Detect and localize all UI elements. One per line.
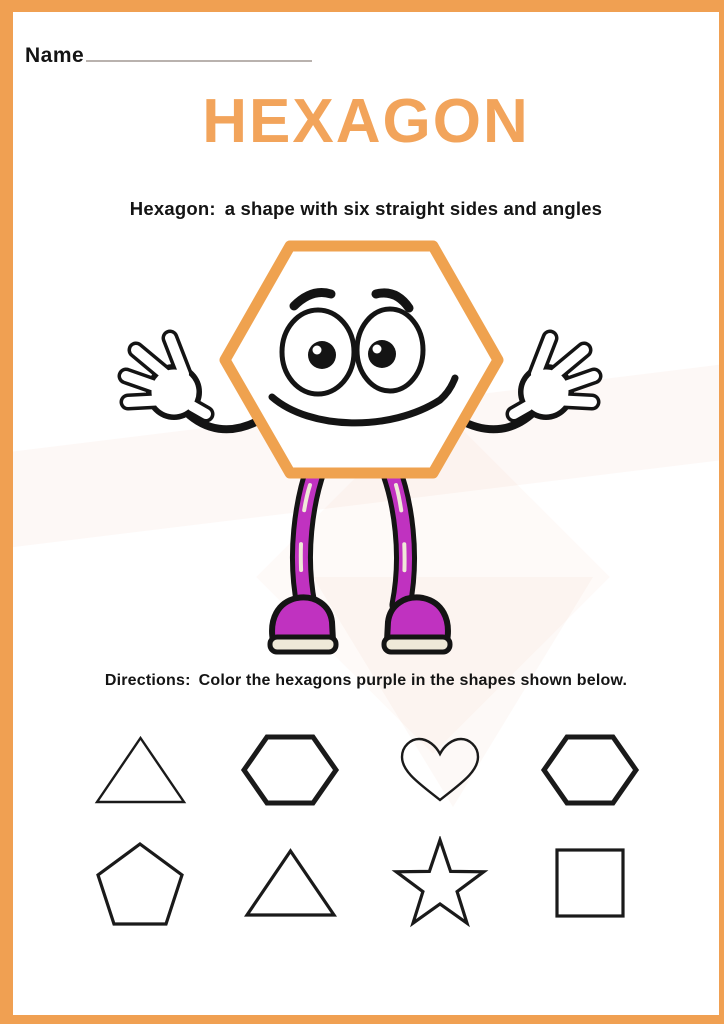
pupil-left-highlight bbox=[313, 346, 322, 355]
shape-heart[interactable] bbox=[365, 718, 515, 822]
hexagon-character bbox=[110, 240, 610, 660]
shape-square[interactable] bbox=[515, 822, 665, 944]
shape-star[interactable] bbox=[365, 822, 515, 944]
shoe-right bbox=[387, 597, 448, 641]
shoes bbox=[270, 597, 450, 652]
shoe-right-sole bbox=[384, 637, 450, 652]
worksheet-title: HEXAGON bbox=[202, 87, 530, 156]
name-row bbox=[25, 40, 312, 68]
pupil-right-highlight bbox=[373, 345, 382, 354]
shape-triangle[interactable] bbox=[215, 822, 365, 944]
shape-hexagon[interactable] bbox=[215, 718, 365, 822]
directions-body: Color the hexagons purple in the shapes shown below. bbox=[198, 672, 628, 689]
legs bbox=[301, 468, 406, 605]
name-input-line[interactable] bbox=[86, 40, 312, 62]
shape-pentagon[interactable] bbox=[65, 822, 215, 944]
shapes-grid bbox=[65, 718, 665, 944]
shoe-left-sole bbox=[270, 637, 336, 652]
hand-right bbox=[514, 338, 594, 420]
hand-left bbox=[126, 338, 206, 420]
directions-label: Directions: bbox=[104, 672, 191, 689]
name-label: Name bbox=[25, 44, 85, 67]
shape-hexagon[interactable] bbox=[515, 718, 665, 822]
definition-text bbox=[13, 198, 719, 220]
directions-text bbox=[13, 672, 719, 690]
shoe-left bbox=[272, 597, 333, 641]
shape-triangle[interactable] bbox=[65, 718, 215, 822]
hexagon-character-svg bbox=[110, 240, 610, 660]
pupil-left bbox=[308, 341, 336, 369]
definition-term: Hexagon: bbox=[129, 198, 216, 219]
pupil-right bbox=[368, 340, 396, 368]
definition-body: a shape with six straight sides and angles bbox=[224, 198, 603, 219]
